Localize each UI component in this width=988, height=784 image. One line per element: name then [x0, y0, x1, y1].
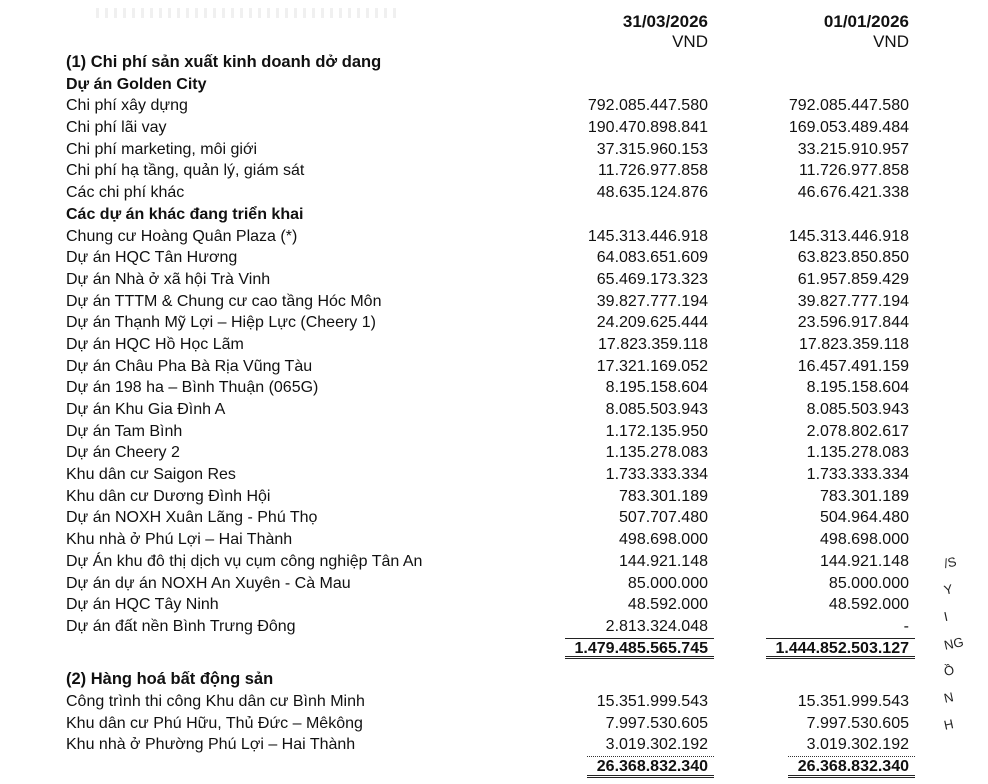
table-row — [0, 160, 988, 182]
stamp-text-fragment: N — [942, 689, 955, 706]
subsection-title — [0, 74, 988, 96]
row-value-opening: 39.827.777.194 — [797, 292, 909, 310]
row-value-opening: 8.195.158.604 — [806, 379, 909, 397]
row-label: Dự án Thạnh Mỹ Lợi – Hiệp Lực (Cheery 1) — [66, 314, 376, 332]
row-value-opening: 792.085.447.580 — [788, 97, 909, 115]
row-value-current: 1.733.333.334 — [605, 466, 708, 484]
note-table — [0, 52, 988, 778]
table-row — [0, 464, 988, 486]
section2-total-row — [0, 756, 988, 778]
table-row — [0, 442, 988, 464]
stamp-text-fragment: Y — [942, 581, 955, 598]
table-row — [0, 421, 988, 443]
table-row — [0, 95, 988, 117]
subsection-title — [0, 204, 988, 226]
row-label: Dự án NOXH Xuân Lãng - Phú Thọ — [66, 509, 318, 527]
section-title-text: (1) Chi phí sản xuất kinh doanh dở dang — [66, 53, 382, 71]
row-value-current: 24.209.625.444 — [596, 314, 708, 332]
row-label: Dự án dự án NOXH An Xuyên - Cà Mau — [66, 574, 351, 592]
table-row — [0, 226, 988, 248]
row-label: Khu nhà ở Phường Phú Lợi – Hai Thành — [66, 736, 356, 754]
row-label: Chi phí hạ tầng, quản lý, giám sát — [66, 162, 305, 180]
table-row — [0, 594, 988, 616]
row-value-current: 64.083.651.609 — [596, 249, 708, 267]
row-value-current: 145.313.446.918 — [587, 227, 708, 245]
row-value-opening: 169.053.489.484 — [788, 119, 909, 137]
table-row — [0, 139, 988, 161]
row-value-opening: 8.085.503.943 — [806, 401, 909, 418]
table-row — [0, 399, 988, 421]
row-value-current: 3.019.302.192 — [605, 736, 708, 754]
stamp-text-fragment: I — [942, 608, 950, 625]
column-date-opening: 01/01/2026 — [823, 12, 909, 31]
golden-city-rows — [0, 95, 988, 203]
table-row — [0, 734, 988, 756]
column-header-opening — [749, 12, 909, 52]
row-value-opening: 33.215.910.957 — [797, 140, 909, 158]
row-value-opening: 1.733.333.334 — [806, 466, 909, 484]
table-row — [0, 507, 988, 529]
section1-total-row — [0, 638, 988, 660]
row-label: Dự án Châu Pha Bà Rịa Vũng Tàu — [66, 357, 313, 375]
subsection-title-text: Các dự án khác đang triển khai — [66, 205, 304, 223]
row-value-opening: 61.957.859.429 — [797, 270, 909, 288]
row-value-current: 144.921.148 — [619, 552, 708, 570]
table-row — [0, 182, 988, 204]
row-label: Khu dân cư Phú Hữu, Thủ Đức – Mêkông — [66, 714, 363, 732]
row-value-opening: 145.313.446.918 — [788, 227, 909, 245]
column-header-current — [548, 12, 708, 52]
subsection-title-text: Dự án Golden City — [66, 75, 207, 93]
row-label: Dự án Tam Bình — [66, 422, 183, 440]
row-value-opening: - — [903, 617, 909, 635]
section2-total-opening: 26.368.832.340 — [798, 756, 909, 778]
table-row — [0, 486, 988, 508]
row-value-current: 190.470.898.841 — [587, 119, 708, 137]
row-value-current: 65.469.173.323 — [596, 270, 708, 288]
stamp-text-fragment: /S — [942, 553, 958, 572]
section-title — [0, 52, 988, 74]
row-value-opening: 46.676.421.338 — [797, 184, 909, 202]
column-unit-current: VND — [672, 32, 708, 51]
row-label: Khu dân cư Dương Đình Hội — [66, 487, 271, 505]
row-label: Khu nhà ở Phú Lợi – Hai Thành — [66, 531, 293, 549]
section-title — [0, 669, 988, 691]
row-label: Khu dân cư Saigon Res — [66, 466, 236, 484]
row-label: Chi phí marketing, môi giới — [66, 140, 258, 158]
section2-total-current: 26.368.832.340 — [597, 756, 708, 778]
faint-header-text — [96, 8, 396, 18]
row-value-current: 17.321.169.052 — [596, 357, 708, 375]
row-label: Dự án HQC Tân Hương — [66, 249, 238, 267]
table-row — [0, 616, 988, 638]
row-value-current: 39.827.777.194 — [596, 292, 708, 310]
row-value-opening: 23.596.917.844 — [797, 314, 909, 332]
table-row — [0, 377, 988, 399]
stamp-text-fragment: NG — [942, 634, 965, 653]
row-value-current: 498.698.000 — [619, 531, 708, 549]
row-value-current: 783.301.189 — [619, 487, 708, 505]
row-value-current: 507.707.480 — [619, 509, 708, 527]
row-label: Dự án HQC Tây Ninh — [66, 596, 219, 614]
row-label: Dự án 198 ha – Bình Thuận (065G) — [66, 379, 319, 397]
table-row — [0, 269, 988, 291]
table-row — [0, 356, 988, 378]
row-label: Chi phí lãi vay — [66, 119, 167, 137]
row-label: Dự Án khu đô thị dịch vụ cụm công nghiệp Tân An — [66, 552, 423, 570]
row-value-current: 15.351.999.543 — [596, 692, 708, 710]
row-value-opening: 498.698.000 — [820, 531, 909, 549]
row-value-opening: 1.135.278.083 — [806, 444, 909, 462]
row-label: Dự án Nhà ở xã hội Trà Vinh — [66, 270, 271, 288]
table-row — [0, 529, 988, 551]
company-stamp-fragment — [942, 555, 982, 750]
row-value-opening: 7.997.530.605 — [806, 714, 909, 732]
row-value-current: 85.000.000 — [627, 574, 708, 592]
row-label: Chung cư Hoàng Quân Plaza (*) — [66, 227, 298, 245]
row-value-opening: 2.078.802.617 — [806, 422, 909, 440]
row-value-opening: 17.823.359.118 — [798, 335, 909, 353]
table-row — [0, 117, 988, 139]
row-label: Dự án TTTM & Chung cư cao tầng Hóc Môn — [66, 292, 382, 310]
column-unit-opening: VND — [873, 32, 909, 51]
column-date-current: 31/03/2026 — [622, 12, 708, 31]
row-label: Dự án Khu Gia Đình A — [66, 401, 226, 418]
table-row — [0, 713, 988, 735]
row-value-opening: 783.301.189 — [820, 487, 909, 505]
row-label: Dự án HQC Hồ Học Lãm — [66, 335, 244, 353]
row-label: Chi phí xây dựng — [66, 97, 188, 115]
table-row — [0, 334, 988, 356]
row-value-opening: 3.019.302.192 — [806, 736, 909, 754]
real-estate-rows — [0, 691, 988, 756]
row-label: Dự án đất nền Bình Trưng Đông — [66, 617, 296, 635]
row-value-current: 37.315.960.153 — [596, 140, 708, 158]
row-value-opening: 85.000.000 — [828, 574, 909, 592]
row-value-current: 48.592.000 — [627, 596, 708, 614]
stamp-text-fragment: H — [942, 716, 955, 733]
row-value-current: 8.195.158.604 — [605, 379, 708, 397]
row-value-opening: 15.351.999.543 — [797, 692, 909, 710]
other-project-rows — [0, 226, 988, 638]
section1-total-opening: 1.444.852.503.127 — [776, 638, 909, 660]
section1-total-current: 1.479.485.565.745 — [575, 638, 708, 660]
table-row — [0, 551, 988, 573]
table-row — [0, 291, 988, 313]
row-value-current: 792.085.447.580 — [587, 97, 708, 115]
row-label: Công trình thi công Khu dân cư Bình Minh — [66, 692, 365, 710]
row-value-current: 48.635.124.876 — [596, 184, 708, 202]
row-value-current: 7.997.530.605 — [605, 714, 708, 732]
row-value-opening: 11.726.977.858 — [798, 162, 909, 180]
row-value-opening: 504.964.480 — [820, 509, 909, 527]
row-value-opening: 16.457.491.159 — [797, 357, 909, 375]
row-value-current: 1.135.278.083 — [605, 444, 708, 462]
table-row — [0, 247, 988, 269]
row-value-opening: 63.823.850.850 — [797, 249, 909, 267]
row-value-current: 11.726.977.858 — [597, 162, 708, 180]
table-row — [0, 312, 988, 334]
stamp-text-fragment: Ồ — [942, 662, 956, 679]
section-title-text: (2) Hàng hoá bất động sản — [66, 670, 274, 689]
row-value-current: 2.813.324.048 — [605, 617, 708, 635]
row-value-current: 17.823.359.118 — [597, 335, 708, 353]
row-value-current: 8.085.503.943 — [605, 401, 708, 418]
row-value-opening: 144.921.148 — [820, 552, 909, 570]
row-value-opening: 48.592.000 — [828, 596, 909, 614]
row-label: Dự án Cheery 2 — [66, 444, 180, 462]
table-row — [0, 573, 988, 598]
row-value-current: 1.172.135.950 — [605, 422, 708, 440]
table-row — [0, 691, 988, 713]
row-label: Các chi phí khác — [66, 184, 185, 202]
